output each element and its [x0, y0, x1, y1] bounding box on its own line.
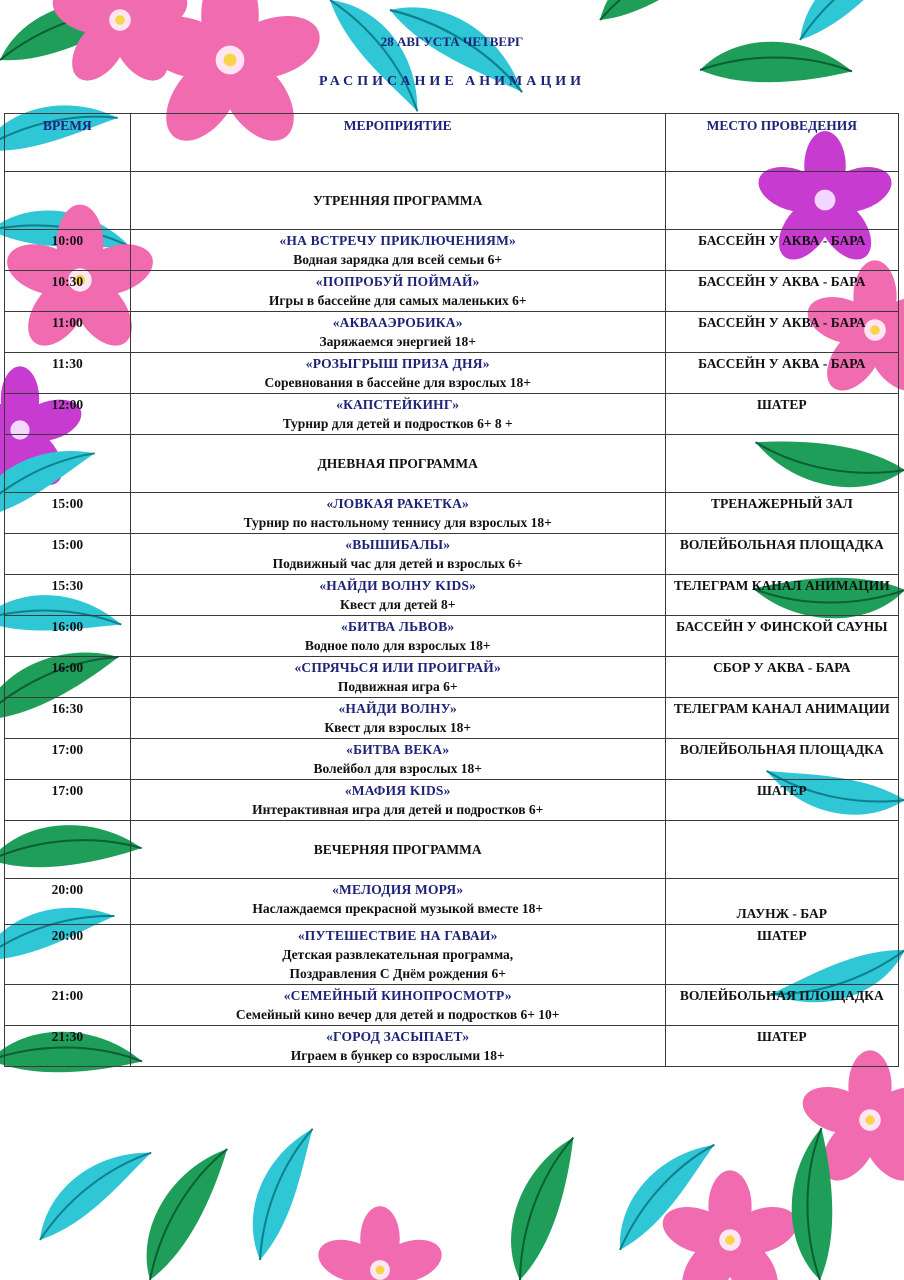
event-place: ТЕЛЕГРАМ КАНАЛ АНИМАЦИИ: [665, 698, 898, 739]
event-cell: [130, 1026, 665, 1067]
event-cell: [130, 271, 665, 312]
section-label-morning: УТРЕННЯЯ ПРОГРАММА: [130, 172, 665, 230]
event-place: ШАТЕР: [665, 1026, 898, 1067]
event-time: 16:30: [5, 698, 131, 739]
schedule-date: 28 АВГУСТА ЧЕТВЕРГ: [380, 34, 524, 49]
event-cell: [130, 394, 665, 435]
event-cell: [130, 780, 665, 821]
event-cell: [130, 353, 665, 394]
table-header-row: [5, 114, 899, 172]
event-name: «НАЙДИ ВОЛНУ»: [338, 701, 457, 716]
event-name: «МЕЛОДИЯ МОРЯ»: [332, 882, 464, 897]
table-row: [5, 739, 899, 780]
table-row: [5, 985, 899, 1026]
event-cell: [130, 312, 665, 353]
event-time: 11:00: [5, 312, 131, 353]
event-time: 16:00: [5, 657, 131, 698]
event-place: БАССЕЙН У АКВА - БАРА: [665, 230, 898, 271]
table-row: [5, 271, 899, 312]
event-time: 20:00: [5, 879, 131, 925]
event-description: Квест для взрослых 18+: [324, 720, 472, 735]
event-time: 15:00: [5, 493, 131, 534]
event-name: «АКВААЭРОБИКА»: [332, 315, 463, 330]
table-row: [5, 493, 899, 534]
table-row: [5, 616, 899, 657]
event-description: Водное поло для взрослых 18+: [304, 638, 491, 653]
event-place: ЛАУНЖ - БАР: [665, 879, 898, 925]
section-place-cell: [665, 821, 898, 879]
section-row-morning: [5, 172, 899, 230]
event-description: Игры в бассейне для самых маленьких 6+: [268, 293, 527, 308]
event-name: «ЛОВКАЯ РАКЕТКА»: [326, 496, 469, 511]
event-description: Квест для детей 8+: [340, 597, 456, 612]
event-description: Заряжаемся энергией 18+: [319, 334, 476, 349]
event-description: Турнир по настольному теннису для взрослых 18+: [243, 515, 552, 530]
event-description: Интерактивная игра для детей и подростков 6+: [252, 802, 544, 817]
event-place: ВОЛЕЙБОЛЬНАЯ ПЛОЩАДКА: [665, 534, 898, 575]
event-name: «ВЫШИБАЛЫ»: [345, 537, 451, 552]
event-description: Волейбол для взрослых 18+: [313, 761, 482, 776]
table-row: [5, 575, 899, 616]
event-description: Турнир для детей и подростков 6+ 8 +: [282, 416, 513, 431]
event-name: «МАФИЯ KIDS»: [344, 783, 451, 798]
event-cell: [130, 493, 665, 534]
event-time: 11:30: [5, 353, 131, 394]
event-description: Подвижная игра 6+: [337, 679, 458, 694]
event-place: ВОЛЕЙБОЛЬНАЯ ПЛОЩАДКА: [665, 739, 898, 780]
event-name: «КАПСТЕЙКИНГ»: [336, 397, 460, 412]
schedule-table: [4, 113, 899, 1067]
table-row: [5, 657, 899, 698]
event-name: «НА ВСТРЕЧУ ПРИКЛЮЧЕНИЯМ»: [279, 233, 516, 248]
event-time: 21:00: [5, 985, 131, 1026]
table-row: [5, 925, 899, 985]
section-time-cell: [5, 821, 131, 879]
event-description: Подвижный час для детей и взрослых 6+: [272, 556, 523, 571]
event-name: «БИТВА ВЕКА»: [346, 742, 450, 757]
section-time-cell: [5, 435, 131, 493]
event-cell: [130, 879, 665, 925]
event-place: БАССЕЙН У ФИНСКОЙ САУНЫ: [665, 616, 898, 657]
table-row: [5, 879, 899, 925]
event-description: Водная зарядка для всей семьи 6+: [293, 252, 503, 267]
event-time: 10:30: [5, 271, 131, 312]
event-time: 15:30: [5, 575, 131, 616]
event-place: БАССЕЙН У АКВА - БАРА: [665, 353, 898, 394]
event-cell: [130, 575, 665, 616]
event-description: Семейный кино вечер для детей и подростков 6+ 10+: [235, 1007, 560, 1022]
event-name: «СЕМЕЙНЫЙ КИНОПРОСМОТР»: [283, 988, 512, 1003]
table-row: [5, 353, 899, 394]
event-place: БАССЕЙН У АКВА - БАРА: [665, 312, 898, 353]
event-description: Соревнования в бассейне для взрослых 18+: [264, 375, 531, 390]
section-place-cell: [665, 435, 898, 493]
table-row: [5, 534, 899, 575]
table-row: [5, 230, 899, 271]
section-place-cell: [665, 172, 898, 230]
section-time-cell: [5, 172, 131, 230]
header-place: МЕСТО ПРОВЕДЕНИЯ: [665, 114, 898, 172]
event-description: Наслаждаемся прекрасной музыкой вместе 18+: [252, 901, 544, 916]
event-description-extra: Поздравления С Днём рождения 6+: [289, 966, 506, 981]
event-place: СБОР У АКВА - БАРА: [665, 657, 898, 698]
event-time: 20:00: [5, 925, 131, 985]
event-cell: [130, 698, 665, 739]
event-time: 21:30: [5, 1026, 131, 1067]
event-description: Детская развлекательная программа,: [282, 947, 514, 962]
event-time: 17:00: [5, 780, 131, 821]
event-name: «ГОРОД ЗАСЫПАЕТ»: [326, 1029, 470, 1044]
event-name: «БИТВА ЛЬВОВ»: [341, 619, 455, 634]
event-cell: [130, 925, 665, 985]
section-row-evening: [5, 821, 899, 879]
event-cell: [130, 985, 665, 1026]
event-cell: [130, 230, 665, 271]
event-name: «ПУТЕШЕСТВИЕ НА ГАВАИ»: [297, 928, 498, 943]
table-row: [5, 1026, 899, 1067]
event-place: ШАТЕР: [665, 394, 898, 435]
event-cell: [130, 739, 665, 780]
table-row: [5, 312, 899, 353]
event-place: ШАТЕР: [665, 925, 898, 985]
event-name: «НАЙДИ ВОЛНУ KIDS»: [319, 578, 477, 593]
event-place: ВОЛЕЙБОЛЬНАЯ ПЛОЩАДКА: [665, 985, 898, 1026]
table-row: [5, 780, 899, 821]
event-time: 17:00: [5, 739, 131, 780]
event-place: ТРЕНАЖЕРНЫЙ ЗАЛ: [665, 493, 898, 534]
event-name: «СПРЯЧЬСЯ ИЛИ ПРОИГРАЙ»: [294, 660, 501, 675]
table-row: [5, 394, 899, 435]
event-place: БАССЕЙН У АКВА - БАРА: [665, 271, 898, 312]
section-label-evening: ВЕЧЕРНЯЯ ПРОГРАММА: [130, 821, 665, 879]
event-description: Играем в бункер со взрослыми 18+: [290, 1048, 505, 1063]
section-row-day: [5, 435, 899, 493]
event-time: 15:00: [5, 534, 131, 575]
header-time: ВРЕМЯ: [5, 114, 131, 172]
section-label-day: ДНЕВНАЯ ПРОГРАММА: [130, 435, 665, 493]
event-place: ШАТЕР: [665, 780, 898, 821]
event-time: 12:00: [5, 394, 131, 435]
schedule-title: РАСПИСАНИЕ АНИМАЦИИ: [318, 74, 586, 89]
event-name: «ПОПРОБУЙ ПОЙМАЙ»: [315, 274, 480, 289]
event-time: 10:00: [5, 230, 131, 271]
event-place: ТЕЛЕГРАМ КАНАЛ АНИМАЦИИ: [665, 575, 898, 616]
header-event: МЕРОПРИЯТИЕ: [130, 114, 665, 172]
event-cell: [130, 534, 665, 575]
event-cell: [130, 657, 665, 698]
event-time: 16:00: [5, 616, 131, 657]
event-name: «РОЗЫГРЫШ ПРИЗА ДНЯ»: [305, 356, 490, 371]
event-cell: [130, 616, 665, 657]
table-row: [5, 698, 899, 739]
